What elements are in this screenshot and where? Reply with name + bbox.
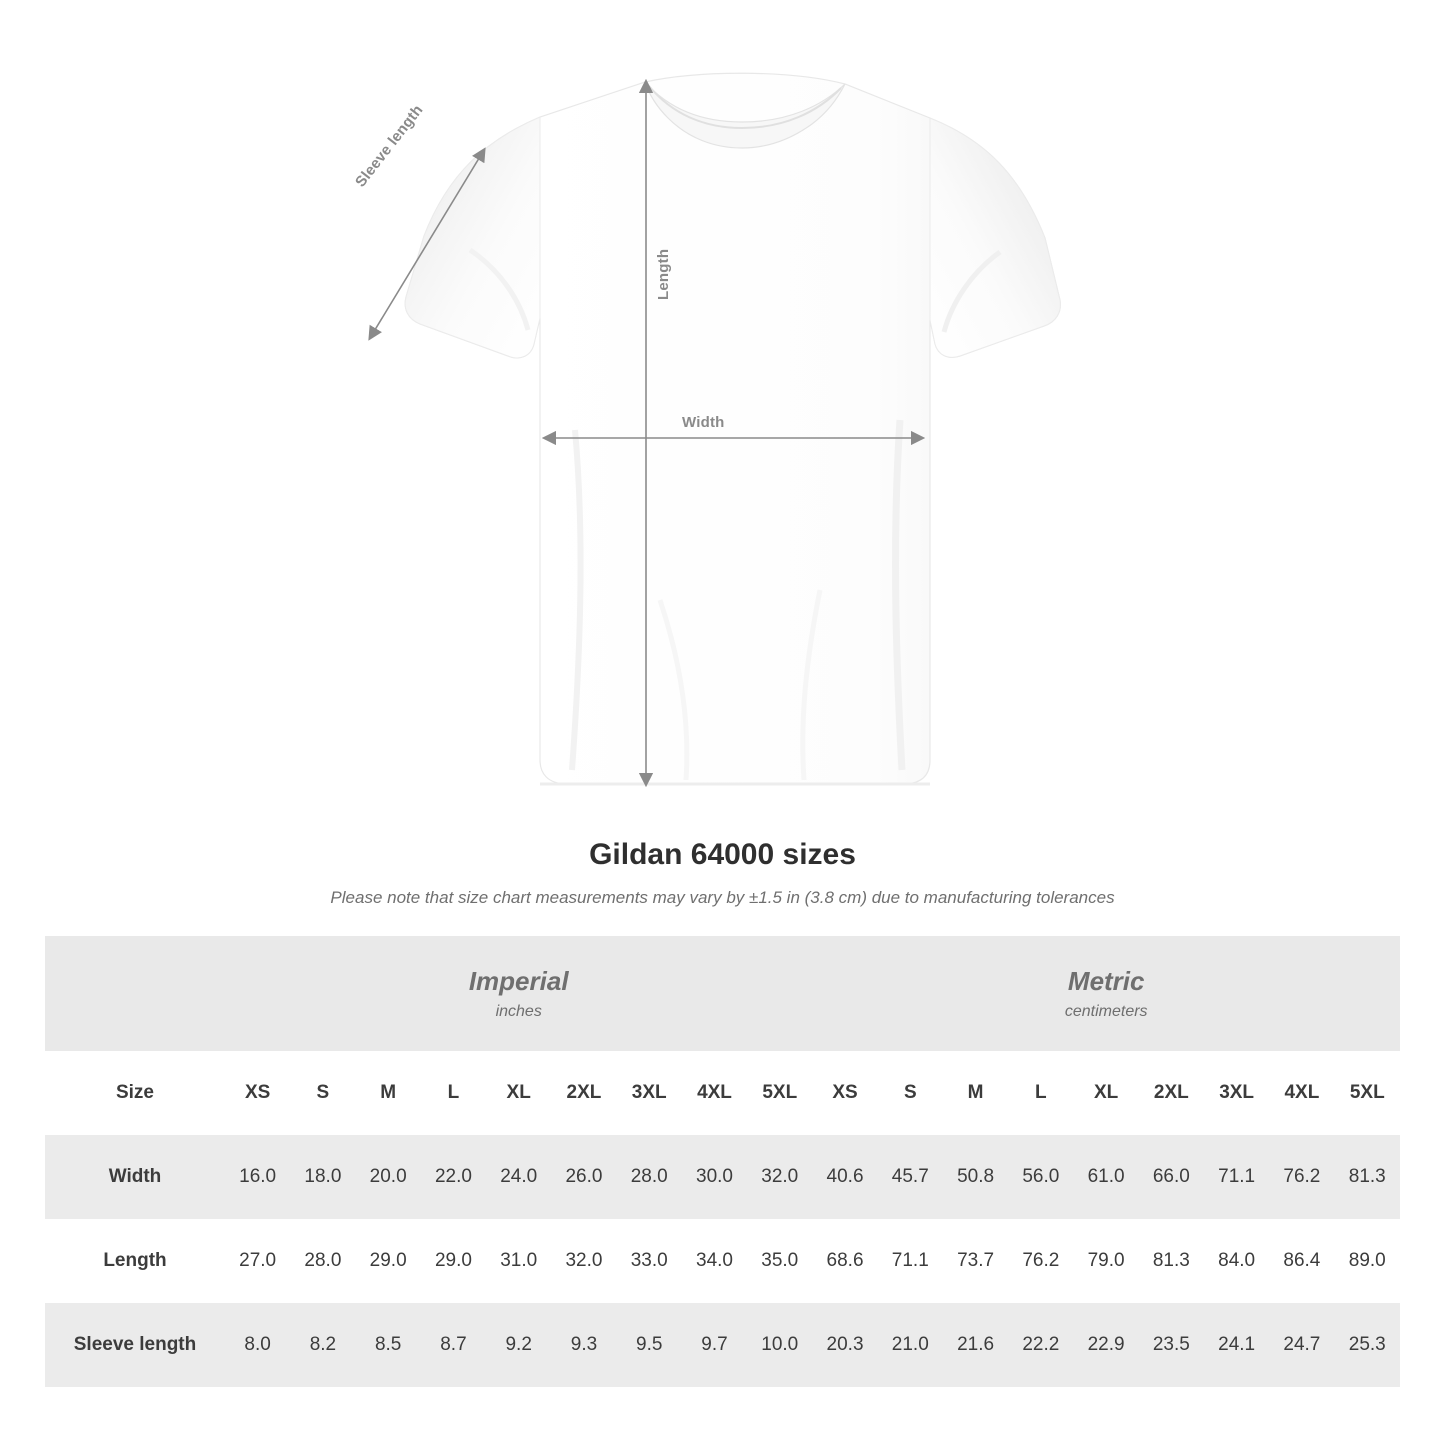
row-label-width: Width [45,1135,225,1219]
length-metric-5xl: 89.0 [1335,1219,1400,1303]
width-imperial-2xl: 26.0 [551,1135,616,1219]
sleeve-metric-m: 21.6 [943,1303,1008,1387]
sleeve-imperial-m: 8.5 [356,1303,421,1387]
width-imperial-s: 18.0 [290,1135,355,1219]
length-metric-s: 71.1 [878,1219,943,1303]
width-metric-5xl: 81.3 [1335,1135,1400,1219]
length-metric-3xl: 84.0 [1204,1219,1269,1303]
length-metric-4xl: 86.4 [1269,1219,1334,1303]
length-imperial-3xl: 33.0 [617,1219,682,1303]
sleeve-imperial-l: 8.7 [421,1303,486,1387]
page-title: Gildan 64000 sizes [589,838,856,871]
width-imperial-4xl: 30.0 [682,1135,747,1219]
unit-metric-name: Metric [1067,966,1145,997]
length-imperial-5xl: 35.0 [747,1219,812,1303]
size-header-metric-4xl: 4XL [1269,1051,1334,1135]
width-metric-xs: 40.6 [812,1135,877,1219]
length-imperial-2xl: 32.0 [551,1219,616,1303]
sleeve-imperial-3xl: 9.5 [617,1303,682,1387]
length-imperial-l: 29.0 [421,1219,486,1303]
chart-heading [0,838,1445,908]
size-header-imperial-m: M [356,1051,421,1135]
width-imperial-m: 20.0 [356,1135,421,1219]
width-metric-xl: 61.0 [1073,1135,1138,1219]
length-metric-l: 76.2 [1008,1219,1073,1303]
size-header-metric-3xl: 3XL [1204,1051,1269,1135]
sleeve-imperial-2xl: 9.3 [551,1303,616,1387]
size-header-imperial-s: S [290,1051,355,1135]
sleeve-metric-l: 22.2 [1008,1303,1073,1387]
unit-header-row [45,936,1400,1051]
sleeve-imperial-s: 8.2 [290,1303,355,1387]
unit-imperial-sub: inches [495,1002,542,1020]
size-header-imperial-5xl: 5XL [747,1051,812,1135]
width-metric-l: 56.0 [1008,1135,1073,1219]
unit-imperial-name: Imperial [468,966,569,997]
width-imperial-xs: 16.0 [225,1135,290,1219]
row-label-sleeve-length: Sleeve length [45,1303,225,1387]
length-imperial-s: 28.0 [290,1219,355,1303]
width-metric-2xl: 66.0 [1139,1135,1204,1219]
size-header-imperial-l: L [421,1051,486,1135]
sleeve-metric-2xl: 23.5 [1139,1303,1204,1387]
length-label: Length [655,248,672,300]
size-header-metric-s: S [878,1051,943,1135]
length-metric-2xl: 81.3 [1139,1219,1204,1303]
length-imperial-xs: 27.0 [225,1219,290,1303]
row-label-length: Length [45,1219,225,1303]
length-metric-m: 73.7 [943,1219,1008,1303]
size-header-metric-5xl: 5XL [1335,1051,1400,1135]
unit-metric-sub: centimeters [1064,1002,1148,1020]
width-imperial-5xl: 32.0 [747,1135,812,1219]
size-row-label: Size [45,1051,225,1135]
length-imperial-4xl: 34.0 [682,1219,747,1303]
size-chart-table [45,936,1400,1387]
sleeve-imperial-xs: 8.0 [225,1303,290,1387]
length-metric-xs: 68.6 [812,1219,877,1303]
size-header-metric-2xl: 2XL [1139,1051,1204,1135]
sleeve-length-label: Sleeve length [352,101,427,191]
unit-header-spacer [45,936,225,1051]
size-header-metric-xs: XS [812,1051,877,1135]
size-header-imperial-2xl: 2XL [551,1051,616,1135]
size-header-metric-m: M [943,1051,1008,1135]
size-header-imperial-xl: XL [486,1051,551,1135]
size-table-wrapper [0,936,1445,1387]
sleeve-imperial-xl: 9.2 [486,1303,551,1387]
sleeve-metric-5xl: 25.3 [1335,1303,1400,1387]
width-metric-s: 45.7 [878,1135,943,1219]
sleeve-metric-xs: 20.3 [812,1303,877,1387]
size-header-metric-xl: XL [1073,1051,1138,1135]
sleeve-imperial-5xl: 10.0 [747,1303,812,1387]
unit-group-imperial [225,936,812,1051]
size-header-imperial-xs: XS [225,1051,290,1135]
sleeve-imperial-4xl: 9.7 [682,1303,747,1387]
width-metric-4xl: 76.2 [1269,1135,1334,1219]
width-imperial-xl: 24.0 [486,1135,551,1219]
sleeve-metric-4xl: 24.7 [1269,1303,1334,1387]
sleeve-metric-xl: 22.9 [1073,1303,1138,1387]
sleeve-metric-s: 21.0 [878,1303,943,1387]
length-imperial-xl: 31.0 [486,1219,551,1303]
width-metric-3xl: 71.1 [1204,1135,1269,1219]
width-label: Width [682,414,725,431]
size-header-metric-l: L [1008,1051,1073,1135]
unit-group-metric [812,936,1400,1051]
sleeve-metric-3xl: 24.1 [1204,1303,1269,1387]
size-header-imperial-3xl: 3XL [617,1051,682,1135]
tolerance-note: Please note that size chart measurements may vary by ±1.5 in (3.8 cm) due to manufacturing tolerances [330,888,1115,907]
size-header-imperial-4xl: 4XL [682,1051,747,1135]
table-row [45,1219,1400,1303]
width-imperial-l: 22.0 [421,1135,486,1219]
table-row [45,1303,1400,1387]
table-row [45,1135,1400,1219]
width-metric-m: 50.8 [943,1135,1008,1219]
length-imperial-m: 29.0 [356,1219,421,1303]
width-imperial-3xl: 28.0 [617,1135,682,1219]
size-header-row [45,1051,1400,1135]
length-metric-xl: 79.0 [1073,1219,1138,1303]
